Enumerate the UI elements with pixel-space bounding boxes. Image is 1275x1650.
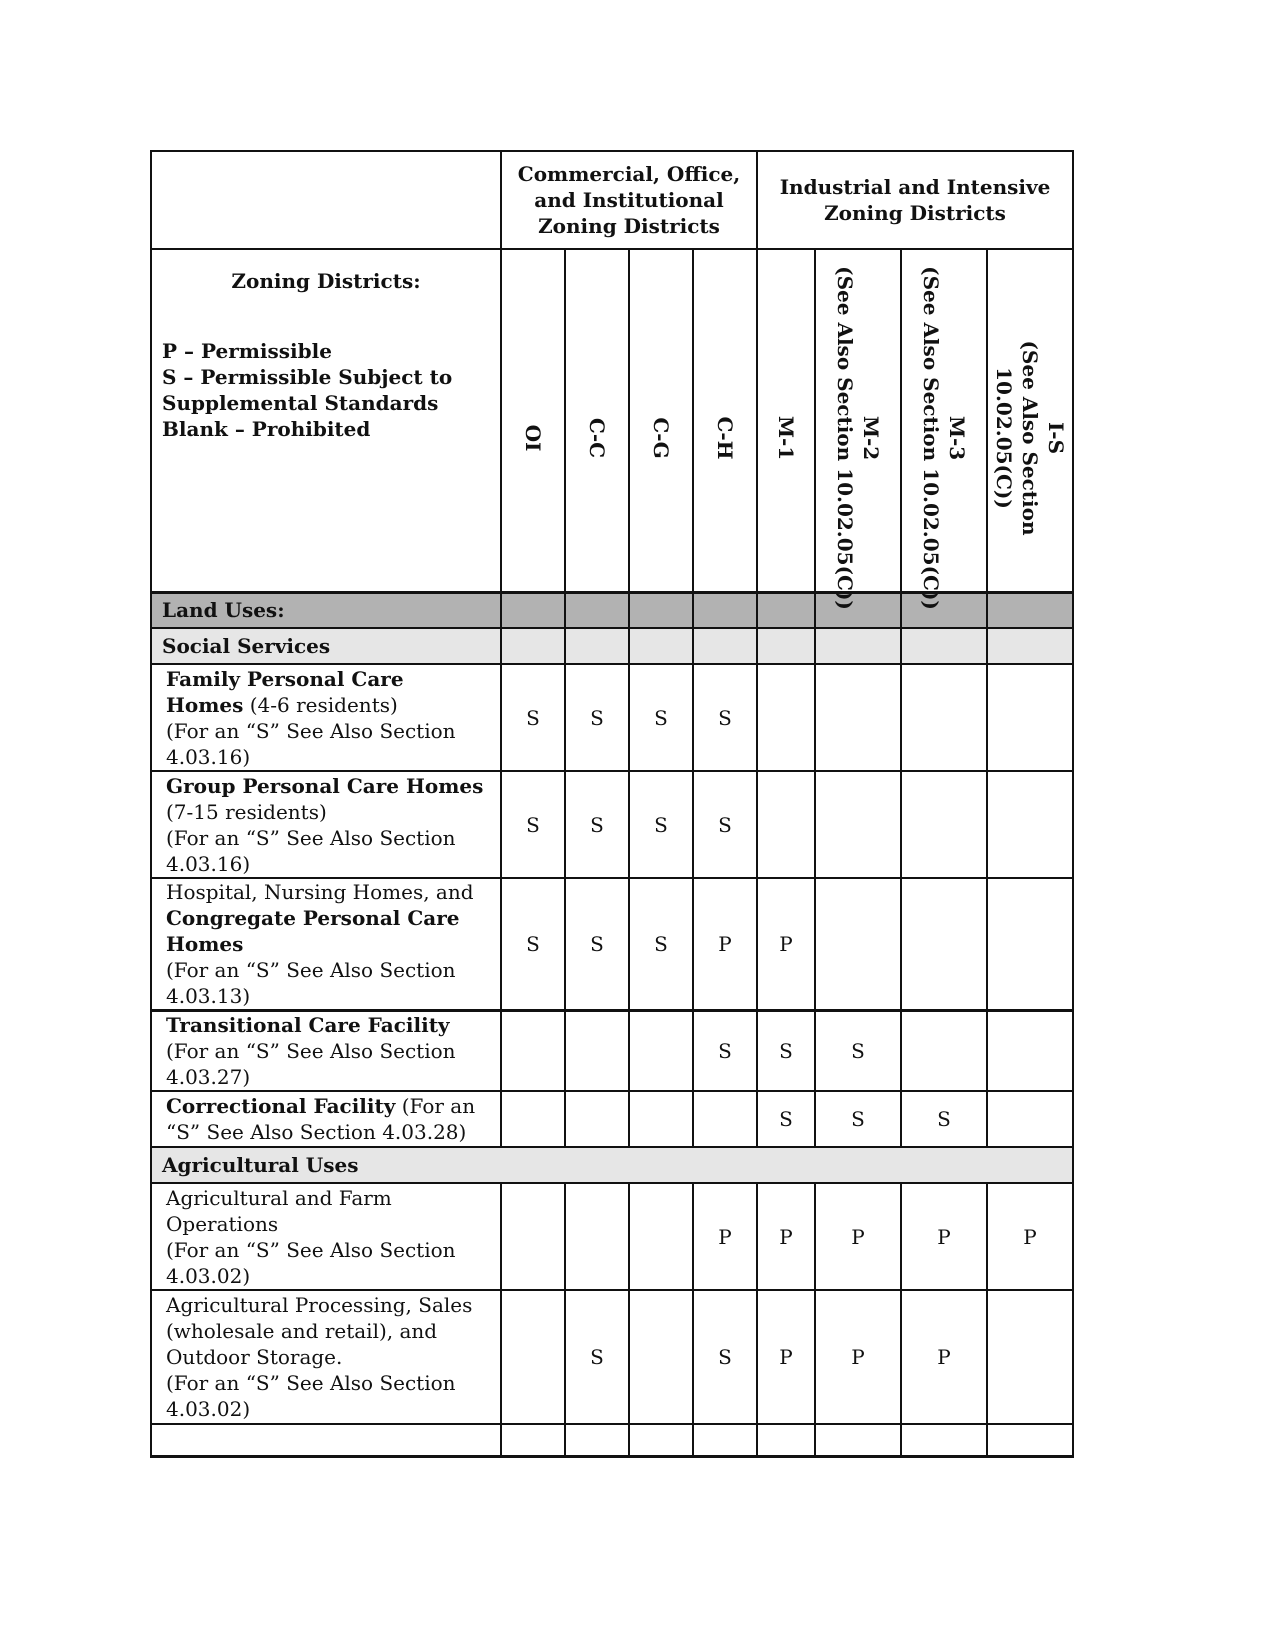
district-header-m-3 <box>901 249 987 610</box>
cell <box>629 1183 693 1290</box>
cell: P <box>901 1290 987 1424</box>
table-row <box>151 1183 1073 1290</box>
section-row-social-services <box>151 628 1073 664</box>
section-row-agricultural-uses <box>151 1147 1073 1183</box>
cell: P <box>693 878 757 1011</box>
cell: S <box>693 1290 757 1424</box>
cell: S <box>815 1011 901 1092</box>
cell <box>815 771 901 878</box>
cell: S <box>629 664 693 771</box>
cell <box>501 1290 565 1424</box>
district-note: (See Also Section 10.02.05(C)) <box>919 266 943 610</box>
district-header-c-c <box>565 249 629 592</box>
cell <box>987 1290 1073 1424</box>
cell <box>501 1011 565 1092</box>
cell: P <box>757 878 815 1011</box>
land-use-label: Agricultural Processing, Sales (wholesale and retail), and Outdoor Storage. (For an “S” See Also Section 4.03.02) <box>151 1290 501 1424</box>
cell <box>565 1183 629 1290</box>
cell <box>693 1091 757 1147</box>
district-header-m-1 <box>757 249 815 592</box>
cell: P <box>693 1183 757 1290</box>
cell <box>987 878 1073 1011</box>
cell <box>815 664 901 771</box>
cell <box>757 664 815 771</box>
cell <box>901 664 987 771</box>
district-code: I-S <box>1044 421 1068 455</box>
table-row <box>151 1290 1073 1424</box>
cell: S <box>693 1011 757 1092</box>
district-code: M-3 <box>945 415 969 461</box>
district-note: (See Also Section 10.02.05(C)) <box>833 266 857 610</box>
land-use-label: Agricultural and Farm Operations (For an “S” See Also Section 4.03.02) <box>151 1183 501 1290</box>
header-row-groups <box>151 151 1073 249</box>
cell <box>901 771 987 878</box>
legend-supplemental: Supplemental Standards <box>162 391 439 415</box>
cell <box>815 878 901 1011</box>
cell: S <box>565 878 629 1011</box>
cell <box>629 1290 693 1424</box>
district-note: (See Also Section <box>1018 340 1042 536</box>
district-code: M-2 <box>859 415 883 461</box>
header-blank-cell <box>151 151 501 249</box>
section-label: Social Services <box>151 628 501 664</box>
cell <box>987 1091 1073 1147</box>
table-row <box>151 878 1073 1011</box>
group-header-industrial: Industrial and Intensive Zoning Districts <box>757 151 1073 249</box>
table-row <box>151 1011 1073 1092</box>
cell <box>629 1091 693 1147</box>
cell: S <box>757 1011 815 1092</box>
cell: S <box>629 771 693 878</box>
cell: P <box>901 1183 987 1290</box>
district-note: 10.02.05(C)) <box>992 367 1016 509</box>
legend-prohibited: Blank – Prohibited <box>162 417 371 441</box>
district-code: C-C <box>585 417 609 459</box>
section-label: Agricultural Uses <box>151 1147 1073 1183</box>
cell: S <box>565 771 629 878</box>
cell <box>629 1011 693 1092</box>
table-row <box>151 664 1073 771</box>
cell: S <box>757 1091 815 1147</box>
cell: S <box>693 664 757 771</box>
section-label: Land Uses: <box>151 592 501 628</box>
cell: S <box>501 664 565 771</box>
land-use-label: Transitional Care Facility (For an “S” See Also Section 4.03.27) <box>151 1011 501 1092</box>
land-use-label: Correctional Facility (For an “S” See Also Section 4.03.28) <box>151 1091 501 1147</box>
table-row <box>151 1091 1073 1147</box>
legend-subject-to: S – Permissible Subject to <box>162 365 453 389</box>
cell: S <box>901 1091 987 1147</box>
district-code: OI <box>521 424 545 452</box>
land-use-label: Group Personal Care Homes (7-15 residents) (For an “S” See Also Section 4.03.16) <box>151 771 501 878</box>
cell <box>901 1011 987 1092</box>
legend-cell <box>151 249 501 592</box>
legend-permissible: P – Permissible <box>162 339 332 363</box>
district-code: C-G <box>649 417 673 459</box>
group-header-commercial: Commercial, Office, and Institutional Zoning Districts <box>501 151 757 249</box>
cell: S <box>693 771 757 878</box>
cell: P <box>815 1183 901 1290</box>
cell <box>987 1011 1073 1092</box>
table-row-empty <box>151 1424 1073 1456</box>
legend-title: Zoning Districts: <box>231 269 421 293</box>
district-header-c-h <box>693 249 757 592</box>
cell: P <box>757 1290 815 1424</box>
cell <box>565 1091 629 1147</box>
district-header-c-g <box>629 249 693 592</box>
table-row <box>151 771 1073 878</box>
cell <box>987 664 1073 771</box>
district-header-oi <box>501 249 565 592</box>
land-use-label: Family Personal Care Homes (4-6 residents) (For an “S” See Also Section 4.03.16) <box>151 664 501 771</box>
cell: P <box>987 1183 1073 1290</box>
cell: S <box>501 771 565 878</box>
cell <box>901 878 987 1011</box>
cell <box>565 1011 629 1092</box>
zoning-use-table <box>150 150 1074 1458</box>
cell <box>757 771 815 878</box>
land-use-label: Hospital, Nursing Homes, and Congregate Personal Care Homes (For an “S” See Also Section 4.03.13) <box>151 878 501 1011</box>
header-row-districts <box>151 249 1073 592</box>
cell: P <box>815 1290 901 1424</box>
district-header-i-s <box>987 249 1073 592</box>
district-code: C-H <box>713 416 737 460</box>
cell: S <box>565 1290 629 1424</box>
cell <box>987 771 1073 878</box>
district-code: M-1 <box>774 415 798 461</box>
cell: S <box>565 664 629 771</box>
cell: P <box>757 1183 815 1290</box>
cell <box>501 1091 565 1147</box>
cell: S <box>815 1091 901 1147</box>
cell <box>501 1183 565 1290</box>
cell: S <box>501 878 565 1011</box>
cell: S <box>629 878 693 1011</box>
district-header-m-2 <box>815 249 901 610</box>
